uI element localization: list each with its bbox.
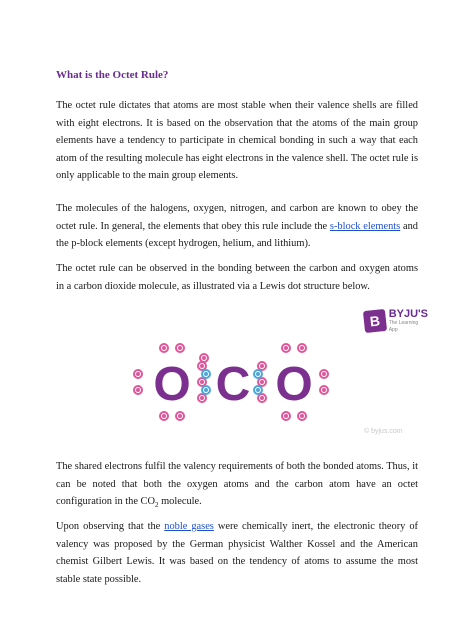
shared-electron-carbon-core <box>204 372 208 376</box>
lone-pair-electron-core <box>202 356 206 360</box>
lone-pair-electron-core <box>136 372 140 376</box>
lone-pair-electron-core <box>136 388 140 392</box>
paragraph-valency-theory <box>56 518 418 588</box>
paragraph-text: The shared electrons fulfil the valency requirements of both the bonded atoms. Thus, it can be noted that both the oxygen atoms and the carbon atom have an octet configuration in the CO <box>56 461 418 507</box>
byjus-logo-icon: B <box>363 309 387 333</box>
noble-gases-link[interactable]: noble gases <box>164 521 214 532</box>
oxygen-atom-left: O <box>153 358 191 411</box>
brand-name: BYJU'S <box>388 307 428 320</box>
shared-electron-carbon-core <box>256 388 260 392</box>
paragraph-text: molecule. <box>158 496 202 507</box>
s-block-elements-link[interactable]: s-block elements <box>329 220 401 232</box>
section-heading: What is the Octet Rule? <box>56 69 169 81</box>
lewis-structure-figure <box>130 306 430 446</box>
lone-pair-electron-core <box>322 372 326 376</box>
lone-pair-electron-core <box>284 346 288 350</box>
co2-lewis-dot-structure <box>130 340 330 424</box>
paragraph-text: Upon observing that the <box>56 521 165 532</box>
paragraph-elements-obeying <box>56 200 418 253</box>
lone-pair-electron-core <box>300 414 304 418</box>
shared-electron-oxygen-core <box>260 380 264 384</box>
shared-electron-oxygen-core <box>200 380 204 384</box>
carbon-atom: C <box>215 358 251 411</box>
shared-electron-oxygen-core <box>260 364 264 368</box>
lone-pair-electron-core <box>322 388 326 392</box>
lone-pair-electron-core <box>284 414 288 418</box>
lone-pair-electron-core <box>162 346 166 350</box>
oxygen-atom-right: O <box>275 358 313 411</box>
brand-tagline: The Learning App <box>388 319 419 333</box>
shared-electron-carbon-core <box>204 388 208 392</box>
watermark: © byjus.com <box>364 428 403 435</box>
lone-pair-electron-core <box>178 414 182 418</box>
shared-electron-oxygen-core <box>200 396 204 400</box>
subscript-2: 2 <box>154 501 159 510</box>
shared-electron-oxygen-core <box>200 364 204 368</box>
lone-pair-electron-core <box>300 346 304 350</box>
paragraph-shared-electrons <box>56 458 418 511</box>
lone-pair-electron-core <box>162 414 166 418</box>
byjus-logo <box>364 308 428 334</box>
paragraph-co2-intro: The octet rule can be observed in the bonding between the carbon and oxygen atoms in a carbon dioxide molecule, as illustrated via a Lewis dot structure below. <box>56 263 418 292</box>
paragraph-text: were chemically inert, the electronic theory of valency was proposed by the German physicist Walther Kossel and the American chemist Gilbert Lewis. It was based on the tendency of atoms to assume the most stable state possible. <box>56 521 418 585</box>
lone-pair-electron-core <box>178 346 182 350</box>
paragraph-text: and the p-block elements (except hydrogen, helium, and lithium). <box>56 220 418 249</box>
shared-electron-oxygen-core <box>260 396 264 400</box>
paragraph-octet-definition: The octet rule dictates that atoms are most stable when their valence shells are filled with eight electrons. It is based on the observation that the atoms of the main group elements have a tendency to participate in chemical bonding in such a way that each atom of the resulting molecule has eight electrons in the valence shell. The octet rule is only applicable to the main group elements. <box>56 100 418 181</box>
paragraph-text: The molecules of the halogens, oxygen, nitrogen, and carbon are known to obey the octet rule. In general, the elements that obey this rule include the <box>56 203 418 232</box>
shared-electron-carbon-core <box>256 372 260 376</box>
